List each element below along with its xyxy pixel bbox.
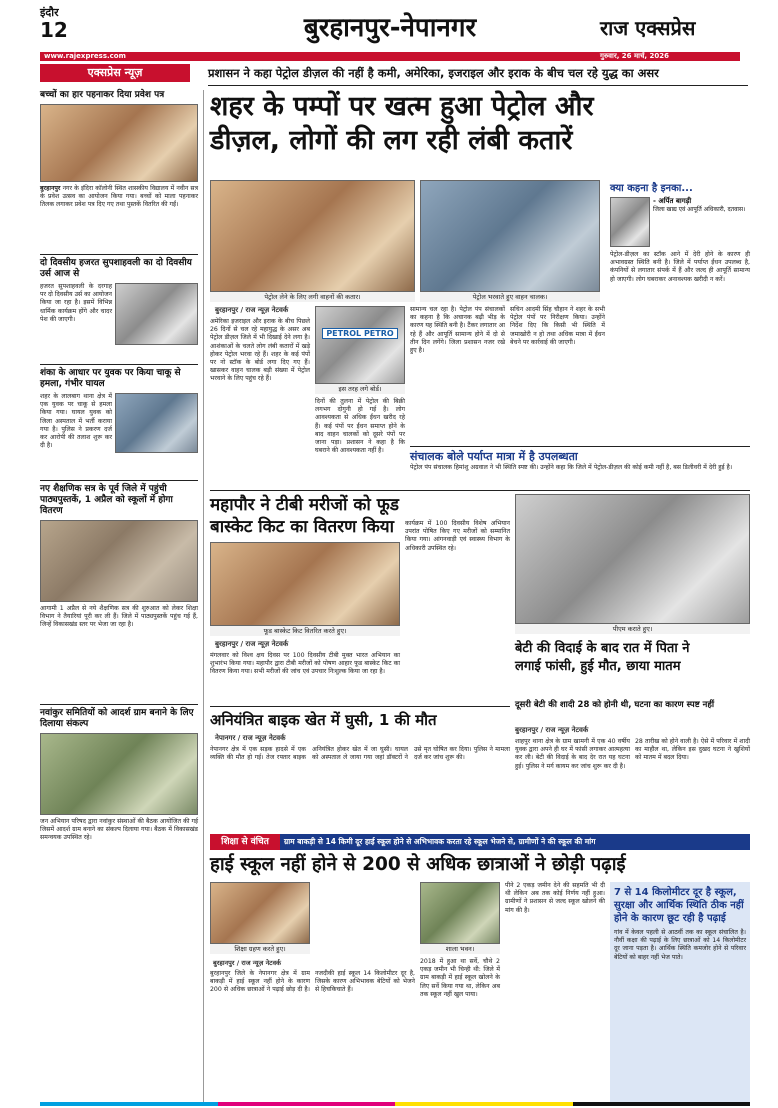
education-kicker: ग्राम बाकड़ी से 14 किमी दूर हाई स्कूल होने से अभिभावक करता रहे स्कूल भेजने से, ग्रामीणों ने की स्कूल की मांग — [284, 837, 596, 846]
pm-photo — [515, 494, 750, 624]
lead-col1: अमेरिका इजराइल और इराक के बीच पिछले 26 दिनों से चल रहे महायुद्ध के असर अब पेट्रोल डीज़ल जिले में भी दिखाई देने लगा है। आशंकाओं के चलते लोग लंबी कतारों में खड़े होकर पेट्रोल भरवा रहे हैं। शहर के कई पंपों पर नो स्टॉक के बोर्ड लगा दिए गए हैं। खासकर वाहन चालक बड़ी संख्या में पेट्रोल भरवाने के लिए पहुंच रहे हैं। — [210, 318, 310, 383]
tb-photo — [210, 542, 400, 626]
divider — [40, 704, 198, 705]
story4-text: आगामी 1 अप्रैल से नये शैक्षणिक सत्र की शुरुआत को लेकर शिक्षा विभाग ने तैयारियां पूरी कर ली हैं। जिले में पाठ्यपुस्तकें पहुंच गई हैं, जिन्हें विकासखंड स्तर पर भेजा जा रहा है। — [40, 605, 198, 629]
lead-col3: सामान्य चल रहा है। पेट्रोल पंप संचालकों का कहना है कि अचानक बढ़ी भीड़ के कारण यह स्थिति बनी है। टैंकर लगातार आ रहे हैं और आपूर्ति सामान्य होने में दो से तीन दिन लगेंगे। जिला प्रशासन नजर रखे हुए है। — [410, 306, 505, 355]
lead-headline — [210, 90, 750, 158]
education-headline: हाई स्कूल नहीं होने से 200 से अधिक छात्राओं ने छोड़ी पढ़ाई — [210, 854, 626, 875]
lead-caption-1: पेट्रोल लेने के लिए लगी वाहनों की कतार। — [210, 292, 415, 302]
story1-body: नगर के इंदिरा कॉलोनी स्थित शासकीय विद्यालय में नवीन सत्र के प्रवेश उत्सव का आयोजन किया गया। बच्चों को माला पहनाकर तिलक लगाकर प्रवेश पत्र दिए गए तथा पुस्तकें वितरित की गईं। — [40, 185, 199, 209]
column-divider — [203, 90, 204, 1102]
story3-text: शहर के लालबाग थाना क्षेत्र में एक युवक पर चाकू से हमला किया गया। घायल युवक को जिला अस्पताल में भर्ती कराया गया है। पुलिस ने प्रकरण दर्ज कर आरोपी की तलाश शुरू कर दी है। — [40, 393, 112, 450]
section-rule — [210, 706, 510, 707]
story4-headline: नए शैक्षणिक सत्र के पूर्व जिले में पहुंची पाठ्यपुस्तकें, 1 अप्रैल को स्कूलों में होगा वितरण — [40, 484, 173, 516]
divider — [40, 254, 198, 255]
lead-col2: दिनों की तुलना में पेट्रोल की बिक्री लगभग दोगुनी हो गई है। लोग आवश्यकता से अधिक ईंधन खरीद रहे हैं। कई पंपों पर ईंधन समाप्त होने के बाद वाहन चालकों को दूसरे पंपों पर जाना पड़ा। प्रशासन ने कहा है कि घबराने की आवश्यकता नहीं है। — [315, 398, 405, 455]
story5-headline: नवांकुर समितियों को आदर्श ग्राम बनाने के लिए दिलाया संकल्प — [40, 708, 194, 729]
divider — [40, 480, 198, 481]
quote-title: क्या कहना है इनका... — [610, 183, 693, 194]
tb-caption: फूड बास्केट किट वितरित करते हुए। — [210, 626, 400, 636]
school-building-photo — [420, 882, 500, 944]
pm-caption: पीएम कराते हुए। — [515, 624, 750, 634]
tb-text-2: कार्यक्रम में 100 दिवसीय विशेष अभियान उपरांत पोषित किए गए मरीजों को सम्मानित किया गया। आंगनवाड़ी एवं स्वास्थ्य विभाग के अधिकारी उपस्थित रहे। — [405, 520, 510, 552]
education-label: शिक्षा से वंचित — [210, 834, 280, 850]
official-photo — [610, 197, 650, 247]
education-text-3: पीने 2 एकड़ जमीन देने की सहमति भी दी थी लेकिन अब तक कोई निर्णय नहीं हुआ। ग्रामीणों ने प्रशासन से जल्द स्कूल खोलने की मांग की है। — [505, 882, 605, 914]
petrol-sign-text: PETROL PETRO — [322, 328, 398, 339]
story2-text: हजरत सुपशाहवली के दरगाह पर दो दिवसीय उर्स का आयोजन किया जा रहा है। इसमें विभिन्न धार्मिक कार्यक्रम होंगे और चादर पेश की जाएगी। — [40, 283, 112, 323]
lead-headline-line1: शहर के पम्पों पर खत्म हुआ पेट्रोल और — [210, 91, 594, 122]
bike-byline: नेपानगर / राज न्यूज़ नेटवर्क — [215, 734, 286, 742]
education-side-text: गांव में केवल पहली से आठवीं तक का स्कूल संचालित है। नौवीं कक्षा की पढ़ाई के लिए छात्राओं को 14 किलोमीटर दूर जाना पड़ता है। आर्थिक स्थिति कमजोर होने से परिवार बेटियों को बाहर नहीं भेज पाते। — [614, 929, 746, 961]
hanging-headline — [515, 640, 750, 676]
section-rule — [210, 490, 750, 491]
city-label: इंदौर — [40, 6, 59, 19]
official-name: - अर्पित बागड़ी — [653, 197, 692, 205]
masthead — [0, 0, 778, 60]
story3-headline: शंका के आधार पर युवक पर किया चाकू से हमला, गंभीर घायल — [40, 368, 181, 389]
website: www.rajexpress.com — [44, 52, 126, 60]
lead-photo-queue — [210, 180, 415, 292]
story5-photo — [40, 733, 198, 815]
classroom-photo — [210, 882, 310, 944]
lead-byline: बुरहानपुर / राज न्यूज़ नेटवर्क — [215, 306, 289, 314]
hanging-headline-line2: लगाई फांसी, हुई मौत, छाया मातम — [515, 659, 681, 674]
bike-headline: अनियंत्रित बाइक खेत में घुसी, 1 की मौत — [210, 711, 437, 729]
petrol-sign-photo — [315, 306, 405, 384]
education-kicker-bar — [210, 834, 750, 850]
education-byline: बुरहानपुर / राज न्यूज़ नेटवर्क — [213, 959, 282, 967]
supplier-title: संचालक बोले पर्याप्त मात्रा में है उपलब्धता — [410, 450, 578, 463]
edition-title: बुरहानपुर-नेपानगर — [303, 13, 477, 43]
divider — [40, 364, 198, 365]
bike-text: नेपानगर क्षेत्र में एक सड़क हादसे में एक व्यक्ति की मौत हो गई। तेज रफ्तार बाइक अनियंत्रित होकर खेत में जा घुसी। घायल को अस्पताल ले जाया गया जहां डॉक्टरों ने उसे मृत घोषित कर दिया। पुलिस ने मामला दर्ज कर जांच शुरू की। — [210, 746, 510, 762]
section-tag: एक्सप्रेस न्यूज़ — [40, 64, 190, 82]
hanging-headline-line1: बेटी की विदाई के बाद रात में पिता ने — [515, 641, 690, 656]
tb-headline-line1: महापौर ने टीबी मरीजों को फूड — [210, 495, 399, 515]
story1-photo — [40, 104, 198, 182]
education-side-head: 7 से 14 किलोमीटर दूर है स्कूल, सुरक्षा और आर्थिक स्थिति ठीक नहीं होने के कारण छूट रही है पढ़ाई — [614, 887, 744, 924]
paper-name: राज एक्सप्रेस — [600, 16, 696, 40]
education-sidebar — [610, 882, 750, 1102]
school-caption: शाला भवन। — [420, 944, 500, 954]
education-text: बुरहानपुर जिले के नेपानगर क्षेत्र में ग्राम बाकड़ी में हाई स्कूल नहीं होने के कारण 200 से अधिक छात्राओं ने पढ़ाई छोड़ दी है। नजदीकी हाई स्कूल 14 किलोमीटर दूर है, जिसके कारण अभिभावक बेटियों को भेजने से हिचकिचाते हैं। — [210, 970, 415, 994]
lead-caption-3: इस तरह लगे बोर्ड। — [315, 384, 405, 394]
story2-headline: दो दिवसीय हजरत सुपशाहवली का दो दिवसीय उर्स आज से — [40, 258, 192, 279]
official-role: जिला खाद्य एवं आपूर्ति अधिकारी, दतवास। — [653, 206, 746, 213]
hanging-text: शाहपुर थाना क्षेत्र के ग्राम खामनी में एक 40 वर्षीय युवक द्वारा अपने ही घर में फांसी लगाकर आत्महत्या कर ली। बेटी की विदाई के बाद देर रात यह घटना हुई। पुलिस ने मर्ग कायम कर जांच शुरू कर दी है। — [515, 738, 630, 770]
left-column — [40, 90, 198, 1102]
story1-text — [40, 185, 198, 251]
quote-text: पेट्रोल-डीज़ल का स्टॉक आने में देरी होने के कारण ही अभावग्रस्त स्थिति बनी है। जिले में पर्याप्त ईंधन उपलब्ध है, कंपनियों से लगातार संपर्क में हैं और जल्द ही आपूर्ति सामान्य हो जाएगी। लोग घबराकर अनावश्यक खरीदी न करें। — [610, 251, 750, 283]
tb-byline: बुरहानपुर / राज न्यूज़ नेटवर्क — [215, 640, 289, 648]
story1-headline: बच्चों का हार पहनाकर दिया प्रवेश पत्र — [40, 90, 165, 100]
supplier-box — [410, 446, 750, 486]
page-number: 12 — [40, 18, 68, 42]
top-ticker-headline: प्रशासन ने कहा पेट्रोल डीज़ल की नहीं है कमी, अमेरिका, इजराइल और इराक के बीच चल रहे युद्ध का असर — [208, 66, 659, 80]
classroom-caption: शिक्षा ग्रहण करते हुए। — [210, 944, 310, 954]
tb-headline-line2: बास्केट किट का वितरण किया — [210, 517, 395, 537]
story4-photo — [40, 520, 198, 602]
tb-text: मंगलवार को विश्व क्षय दिवस पर 100 दिवसीय टीबी मुक्त भारत अभियान का शुभारंभ किया गया। महापौर द्वारा टीबी मरीजों को पोषण आहार फूड बास्केट किट का वितरण किया गया। सभी मरीजों की जांच एवं उपचार निःशुल्क किया जा रहा है। — [210, 652, 400, 676]
hanging-byline: बुरहानपुर / राज न्यूज़ नेटवर्क — [515, 726, 589, 734]
supplier-text: पेट्रोल पंप संचालक हिमांशु अग्रवाल ने भी स्थिति स्पष्ट की। उन्होंने कहा कि जिले में पेट्रोल-डीज़ल की कोई कमी नहीं है, बस डिलीवरी में देरी हुई है। — [410, 464, 733, 471]
lead-caption-2: पेट्रोल भरवाते हुए वाहन चालक। — [420, 292, 600, 302]
registration-marks — [40, 1102, 750, 1106]
issue-date: गुरुवार, 26 मार्च, 2026 — [600, 52, 669, 60]
education-text-2: 2018 में हुआ था सर्वे, चौथे 2 एकड़ जमीन भी चिन्ही थी: जिले में ग्राम बाकड़ी में हाई स्कूल खोलने के लिए सर्वे किया गया था, लेकिन अब तक स्कूल नहीं खुल पाया। — [420, 958, 500, 998]
hanging-text-2: 28 तारीख को होने वाली है। ऐसे में परिवार में शादी का माहौल था, लेकिन इस दुखद घटना ने खुशियों को मातम में बदल दिया। — [635, 738, 750, 762]
story3-photo — [115, 393, 198, 453]
lead-col4: सचिन आदमी सिंह चौहान ने शहर के सभी पेट्रोल पंपों पर निरीक्षण किया। उन्होंने निर्देश दिए कि किसी भी स्थिति में जमाखोरी न हो तथा अधिक मात्रा में ईंधन बेचने पर कार्रवाई की जाएगी। — [510, 306, 605, 346]
lead-headline-line2: डीज़ल, लोगों की लग रही लंबी कतारें — [210, 125, 573, 156]
lead-photo-pump — [420, 180, 600, 292]
quote-box — [610, 180, 750, 408]
story5-text: जन अभियान परिषद द्वारा नवांकुर संस्थाओं की बैठक आयोजित की गई जिसमें आदर्श ग्राम बनाने का संकल्प दिलाया गया। बैठक में विकासखंड समन्वयक उपस्थित रहे। — [40, 818, 198, 842]
story1-byline: बुरहानपुर — [40, 185, 61, 192]
story2-photo — [115, 283, 198, 345]
ticker-rule — [208, 85, 748, 86]
hanging-subhead: दूसरी बेटी की शादी 28 को होनी थी, घटना का कारण स्पष्ट नहीं — [515, 700, 715, 710]
